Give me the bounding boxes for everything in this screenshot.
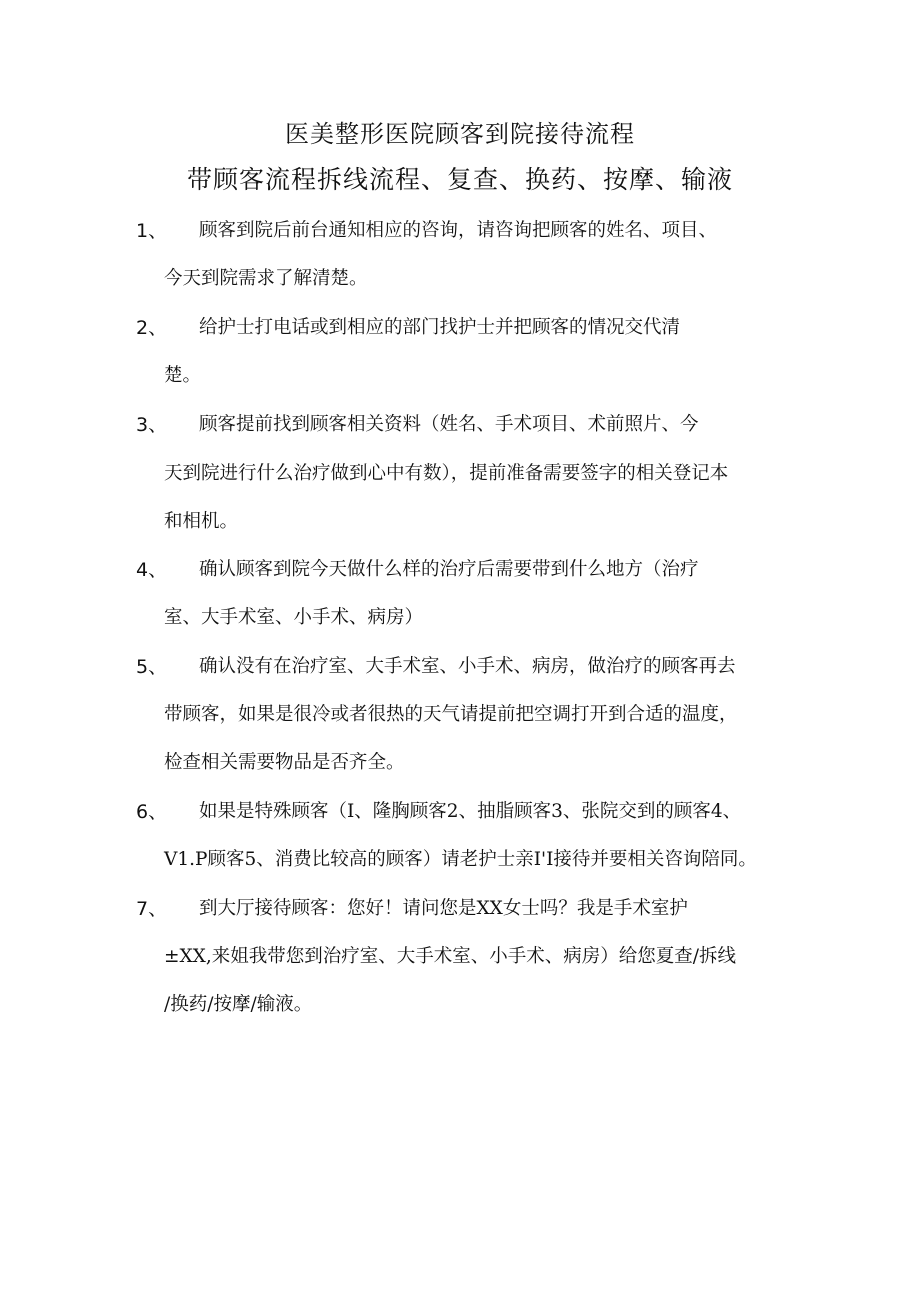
item-text-line: 楚。 bbox=[164, 365, 202, 386]
item-number: 6、 bbox=[136, 801, 168, 823]
item-text-line: 和相机。 bbox=[164, 511, 239, 532]
item-text-line: ±XX,来姐我带您到治疗室、大手术室、小手术、病房）给您夏查/拆线 bbox=[164, 946, 736, 967]
item-number: 3、 bbox=[136, 414, 168, 436]
item-text-line: 天到院进行什么治疗做到心中有数），提前准备需要签字的相关登记本 bbox=[164, 463, 729, 484]
item-number: 7、 bbox=[136, 898, 168, 920]
item-text-line: 带顾客，如果是很冷或者很热的天气请提前把空调打开到合适的温度， bbox=[164, 704, 738, 725]
item-number: 1、 bbox=[136, 220, 168, 242]
item-text-line: 顾客提前找到顾客相关资料（姓名、手术项目、术前照片、今 bbox=[199, 414, 699, 435]
item-text-line: 给护士打电话或到相应的部门找护士并把顾客的情况交代清 bbox=[199, 317, 681, 338]
item-text-line: 确认顾客到院今天做什么样的治疗后需要带到什么地方（治疗 bbox=[199, 559, 699, 580]
item-text-line: V1.P顾客5、消费比较高的顾客）请老护士亲I'I接待并要相关咨询陪同。 bbox=[164, 849, 757, 870]
item-text-line: 顾客到院后前台通知相应的咨询，请咨询把顾客的姓名、项目、 bbox=[199, 220, 718, 241]
item-number: 2、 bbox=[136, 317, 168, 339]
item-text-line: 到大厅接待顾客：您好！请问您是XX女士吗？我是手术室护 bbox=[199, 898, 688, 919]
item-number: 4、 bbox=[136, 559, 168, 581]
item-text-line: 如果是特殊顾客（I、隆胸顾客2、抽脂顾客3、张院交到的顾客4、 bbox=[199, 801, 742, 822]
item-text-line: /换药/按摩/输液。 bbox=[164, 994, 313, 1015]
item-text-line: 确认没有在治疗室、大手术室、小手术、病房，做治疗的顾客再去 bbox=[199, 656, 736, 677]
item-number: 5、 bbox=[136, 656, 168, 678]
item-text-line: 室、大手术室、小手术、病房） bbox=[164, 607, 424, 628]
item-text-line: 今天到院需求了解清楚。 bbox=[164, 268, 368, 289]
document-title: 医美整形医院顾客到院接待流程 bbox=[285, 120, 635, 148]
document-subtitle: 带顾客流程拆线流程、复查、换药、按摩、输液 bbox=[186, 165, 733, 194]
item-text-line: 检查相关需要物品是否齐全。 bbox=[164, 752, 405, 773]
